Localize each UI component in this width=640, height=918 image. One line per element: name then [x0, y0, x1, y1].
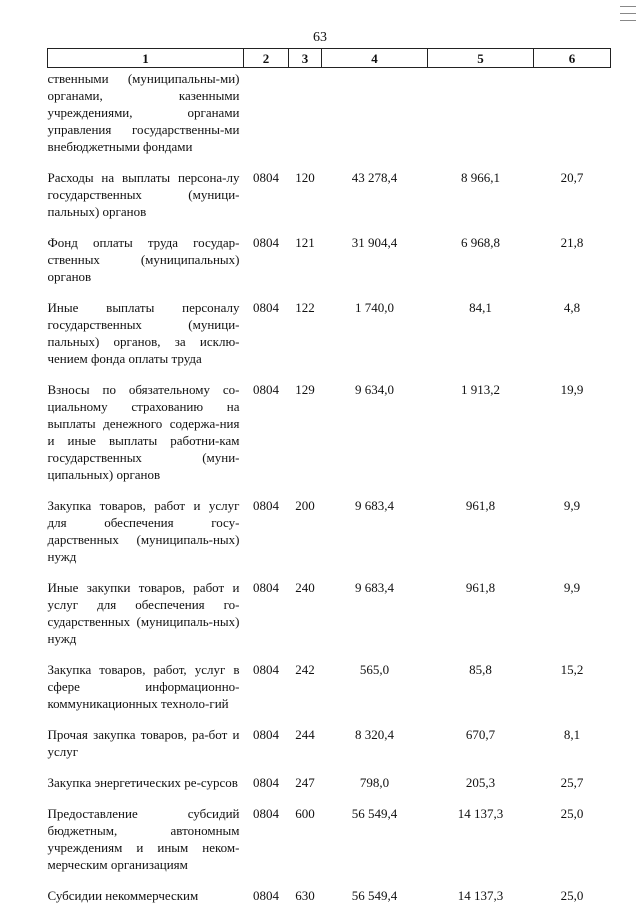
row-expense-type: 600 — [289, 805, 322, 887]
row-expense-type: 120 — [289, 169, 322, 234]
row-fact-value: 6 968,8 — [428, 234, 534, 299]
row-percent-value — [534, 68, 611, 170]
header-col-6: 6 — [534, 49, 611, 68]
row-fact-value: 205,3 — [428, 774, 534, 805]
header-col-3: 3 — [289, 49, 322, 68]
row-fact-value: 84,1 — [428, 299, 534, 381]
row-plan-value: 43 278,4 — [322, 169, 428, 234]
row-section-code: 0804 — [244, 661, 289, 726]
table-row — [48, 774, 611, 805]
row-fact-value — [428, 68, 534, 170]
table-row — [48, 299, 611, 381]
row-expense-type — [289, 68, 322, 170]
budget-table — [47, 48, 611, 918]
row-fact-value: 670,7 — [428, 726, 534, 774]
row-expense-type: 122 — [289, 299, 322, 381]
row-plan-value — [322, 68, 428, 170]
row-percent-value: 25,0 — [534, 887, 611, 918]
row-expense-type: 247 — [289, 774, 322, 805]
row-percent-value: 9,9 — [534, 497, 611, 579]
corner-marks — [620, 0, 636, 30]
header-col-2: 2 — [244, 49, 289, 68]
row-section-code: 0804 — [244, 579, 289, 661]
row-section-code: 0804 — [244, 381, 289, 497]
row-name: Расходы на выплаты персона-лу государственных (муници-пальных) органов — [48, 169, 244, 234]
row-section-code: 0804 — [244, 497, 289, 579]
row-percent-value: 20,7 — [534, 169, 611, 234]
row-plan-value: 798,0 — [322, 774, 428, 805]
table-row — [48, 661, 611, 726]
row-fact-value: 961,8 — [428, 497, 534, 579]
row-plan-value: 56 549,4 — [322, 887, 428, 918]
row-expense-type: 242 — [289, 661, 322, 726]
row-percent-value: 4,8 — [534, 299, 611, 381]
row-percent-value: 25,0 — [534, 805, 611, 887]
row-percent-value: 8,1 — [534, 726, 611, 774]
table-body — [48, 68, 611, 918]
row-expense-type: 630 — [289, 887, 322, 918]
row-plan-value: 1 740,0 — [322, 299, 428, 381]
header-col-5: 5 — [428, 49, 534, 68]
row-fact-value: 14 137,3 — [428, 887, 534, 918]
row-name: Закупка товаров, работ и услуг для обеспечения госу-дарственных (муниципаль-ных) нужд — [48, 497, 244, 579]
table-row — [48, 887, 611, 918]
row-plan-value: 9 683,4 — [322, 579, 428, 661]
row-section-code — [244, 68, 289, 170]
row-percent-value: 15,2 — [534, 661, 611, 726]
row-plan-value: 8 320,4 — [322, 726, 428, 774]
row-section-code: 0804 — [244, 774, 289, 805]
table-row — [48, 805, 611, 887]
row-plan-value: 9 683,4 — [322, 497, 428, 579]
row-plan-value: 9 634,0 — [322, 381, 428, 497]
table-row — [48, 497, 611, 579]
row-section-code: 0804 — [244, 169, 289, 234]
row-name: Прочая закупка товаров, ра-бот и услуг — [48, 726, 244, 774]
row-expense-type: 240 — [289, 579, 322, 661]
row-fact-value: 1 913,2 — [428, 381, 534, 497]
table-row — [48, 381, 611, 497]
row-fact-value: 85,8 — [428, 661, 534, 726]
row-plan-value: 31 904,4 — [322, 234, 428, 299]
row-section-code: 0804 — [244, 805, 289, 887]
row-plan-value: 56 549,4 — [322, 805, 428, 887]
row-name: Иные закупки товаров, работ и услуг для обеспечения го-сударственных (муниципаль-ных) нужд — [48, 579, 244, 661]
row-section-code: 0804 — [244, 726, 289, 774]
row-name: Субсидии некоммерческим — [48, 887, 244, 918]
row-percent-value: 9,9 — [534, 579, 611, 661]
row-name: Иные выплаты персоналу государственных (муници-пальных) органов, за исклю-чением фонда оплаты труда — [48, 299, 244, 381]
table-row — [48, 234, 611, 299]
row-name: Предоставление субсидий бюджетным, автономным учреждениям и иным неком-мерческим организациям — [48, 805, 244, 887]
row-section-code: 0804 — [244, 299, 289, 381]
header-col-1: 1 — [48, 49, 244, 68]
page-number: 63 — [0, 30, 640, 46]
table-header — [48, 49, 611, 68]
table-row — [48, 579, 611, 661]
row-fact-value: 14 137,3 — [428, 805, 534, 887]
row-fact-value: 961,8 — [428, 579, 534, 661]
row-expense-type: 200 — [289, 497, 322, 579]
row-expense-type: 121 — [289, 234, 322, 299]
row-percent-value: 21,8 — [534, 234, 611, 299]
row-fact-value: 8 966,1 — [428, 169, 534, 234]
header-col-4: 4 — [322, 49, 428, 68]
header-row — [48, 49, 611, 68]
table-row — [48, 169, 611, 234]
row-expense-type: 129 — [289, 381, 322, 497]
row-expense-type: 244 — [289, 726, 322, 774]
row-name: ственными (муниципальны-ми) органами, казенными учреждениями, органами управления государственны-ми внебюджетными фондами — [48, 68, 244, 170]
row-percent-value: 25,7 — [534, 774, 611, 805]
table-row — [48, 68, 611, 170]
row-percent-value: 19,9 — [534, 381, 611, 497]
row-section-code: 0804 — [244, 887, 289, 918]
table-row — [48, 726, 611, 774]
row-name: Взносы по обязательному со-циальному страхованию на выплаты денежного содержа-ния и иные выплаты работни-кам государственных (муни-ципальных) органов — [48, 381, 244, 497]
row-name: Закупка энергетических ре-сурсов — [48, 774, 244, 805]
row-name: Закупка товаров, работ, услуг в сфере информационно-коммуникационных техноло-гий — [48, 661, 244, 726]
row-section-code: 0804 — [244, 234, 289, 299]
row-plan-value: 565,0 — [322, 661, 428, 726]
row-name: Фонд оплаты труда государ-ственных (муниципальных) органов — [48, 234, 244, 299]
